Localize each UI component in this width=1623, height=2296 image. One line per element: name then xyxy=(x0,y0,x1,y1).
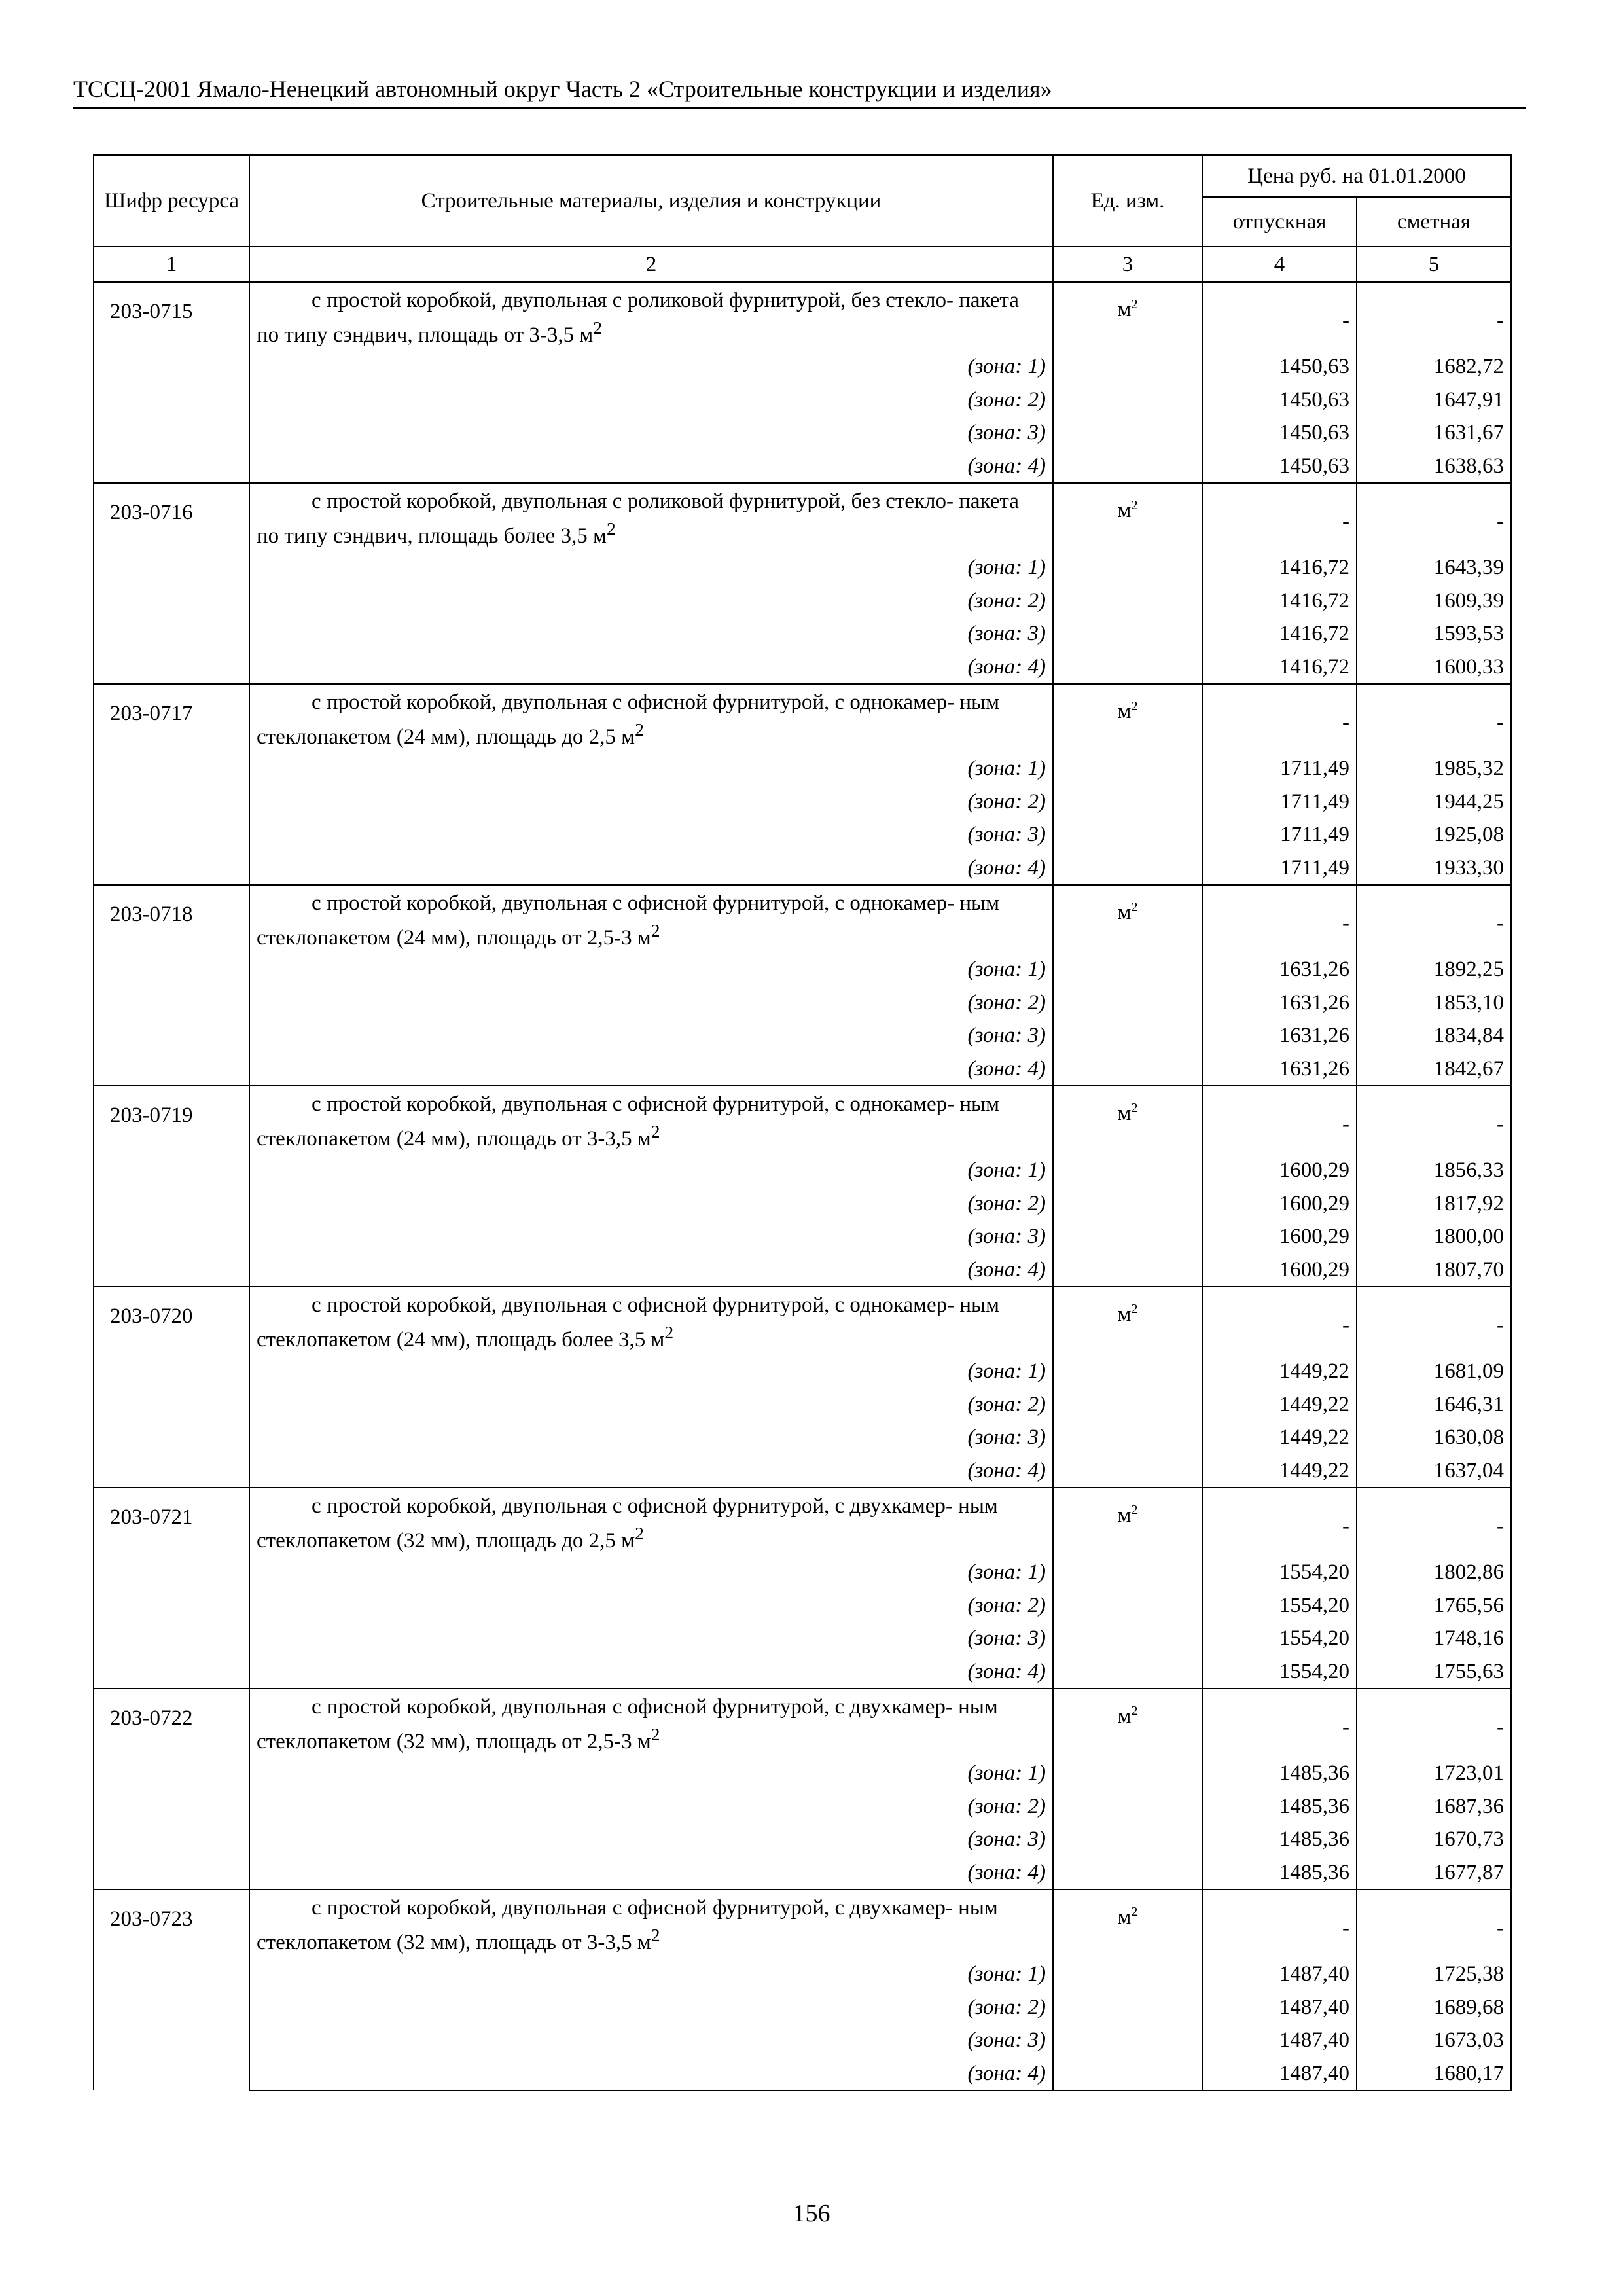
description-line: с простой коробкой, двупольная с роликовой фурнитурой, без стекло- xyxy=(312,289,954,312)
unit-cell xyxy=(1053,684,1202,752)
zone-row xyxy=(94,1622,1511,1655)
zone-release-price: 1449,22 xyxy=(1202,1454,1357,1488)
superscript-2: 2 xyxy=(606,518,616,539)
unit-empty xyxy=(1053,1454,1202,1488)
zone-row xyxy=(94,1187,1511,1221)
estimate-price: - xyxy=(1357,684,1511,752)
unit-empty xyxy=(1053,1556,1202,1589)
unit-empty xyxy=(1053,584,1202,618)
unit-empty xyxy=(1053,1388,1202,1422)
superscript-2: 2 xyxy=(635,1523,644,1543)
unit-empty xyxy=(1053,953,1202,986)
zone-label: (зона: 3) xyxy=(249,818,1053,852)
superscript-2: 2 xyxy=(1131,1704,1138,1718)
zone-estimate-price: 1985,32 xyxy=(1357,752,1511,785)
zone-row xyxy=(94,1958,1511,1991)
superscript-2: 2 xyxy=(635,719,644,740)
zone-estimate-price: 1834,84 xyxy=(1357,1019,1511,1052)
item-description xyxy=(249,483,1053,551)
zone-release-price: 1711,49 xyxy=(1202,852,1357,886)
zone-estimate-price: 1853,10 xyxy=(1357,986,1511,1020)
unit: м xyxy=(1117,901,1132,924)
description-line: ным стеклопакетом (24 мм), площадь более 3,5 м xyxy=(257,1293,1000,1352)
description-line: ным стеклопакетом (24 мм), площадь от 2,5-3 м xyxy=(257,891,1000,950)
superscript-2: 2 xyxy=(1131,1503,1138,1517)
superscript-2: 2 xyxy=(664,1322,674,1342)
zone-row xyxy=(94,1454,1511,1488)
zone-row xyxy=(94,350,1511,384)
zone-label: (зона: 3) xyxy=(249,1019,1053,1052)
zone-release-price: 1485,36 xyxy=(1202,1823,1357,1856)
zone-label: (зона: 1) xyxy=(249,1154,1053,1187)
resource-code: 203-0718 xyxy=(94,885,249,1086)
release-price: - xyxy=(1202,1689,1357,1757)
zone-row xyxy=(94,1790,1511,1823)
zone-release-price: 1600,29 xyxy=(1202,1253,1357,1287)
superscript-2: 2 xyxy=(1131,699,1138,713)
zone-release-price: 1449,22 xyxy=(1202,1355,1357,1388)
resource-code: 203-0721 xyxy=(94,1488,249,1689)
item-description xyxy=(249,1086,1053,1154)
zone-release-price: 1711,49 xyxy=(1202,818,1357,852)
estimate-price: - xyxy=(1357,1287,1511,1355)
unit-cell xyxy=(1053,282,1202,350)
unit-empty xyxy=(1053,818,1202,852)
resource-code: 203-0722 xyxy=(94,1689,249,1890)
release-price: - xyxy=(1202,684,1357,752)
zone-row xyxy=(94,651,1511,685)
release-price: - xyxy=(1202,1287,1357,1355)
superscript-2: 2 xyxy=(651,1925,660,1945)
zone-row xyxy=(94,1589,1511,1623)
zone-label: (зона: 3) xyxy=(249,2024,1053,2057)
unit-empty xyxy=(1053,1991,1202,2024)
unit-empty xyxy=(1053,1052,1202,1086)
zone-label: (зона: 2) xyxy=(249,1991,1053,2024)
unit: м xyxy=(1117,298,1132,321)
resource-code: 203-0715 xyxy=(94,282,249,483)
zone-row xyxy=(94,584,1511,618)
zone-release-price: 1711,49 xyxy=(1202,752,1357,785)
zone-release-price: 1450,63 xyxy=(1202,350,1357,384)
zone-label: (зона: 2) xyxy=(249,1589,1053,1623)
unit: м xyxy=(1117,1503,1132,1527)
zone-estimate-price: 1680,17 xyxy=(1357,2057,1511,2091)
zone-estimate-price: 1682,72 xyxy=(1357,350,1511,384)
estimate-price: - xyxy=(1357,1488,1511,1556)
zone-label: (зона: 1) xyxy=(249,752,1053,785)
unit-empty xyxy=(1053,1823,1202,1856)
column-number: 1 xyxy=(94,247,249,282)
description-line: пакета по типу сэндвич, площадь более 3,5 м xyxy=(257,490,1019,548)
superscript-2: 2 xyxy=(1131,900,1138,914)
header-price: Цена руб. на 01.01.2000 xyxy=(1202,155,1511,197)
unit-empty xyxy=(1053,384,1202,417)
zone-estimate-price: 1631,67 xyxy=(1357,416,1511,450)
header-code: Шифр ресурса xyxy=(94,155,249,247)
release-price: - xyxy=(1202,282,1357,350)
description-line: с простой коробкой, двупольная с офисной фурнитурой, с двухкамер- xyxy=(312,1896,953,1920)
zone-estimate-price: 1725,38 xyxy=(1357,1958,1511,1991)
unit-empty xyxy=(1053,1019,1202,1052)
unit-empty xyxy=(1053,986,1202,1020)
zone-row xyxy=(94,1655,1511,1689)
zone-label: (зона: 1) xyxy=(249,1355,1053,1388)
estimate-price: - xyxy=(1357,483,1511,551)
description-line: ным стеклопакетом (32 мм), площадь от 2,5-3 м xyxy=(257,1695,998,1753)
zone-release-price: 1487,40 xyxy=(1202,2024,1357,2057)
zone-row xyxy=(94,1421,1511,1454)
zone-estimate-price: 1670,73 xyxy=(1357,1823,1511,1856)
zone-row xyxy=(94,1823,1511,1856)
description-line: с простой коробкой, двупольная с офисной фурнитурой, с однокамер- xyxy=(312,1092,955,1116)
zone-row xyxy=(94,617,1511,651)
zone-label: (зона: 1) xyxy=(249,551,1053,584)
zone-row xyxy=(94,1019,1511,1052)
zone-estimate-price: 1800,00 xyxy=(1357,1220,1511,1253)
zone-estimate-price: 1755,63 xyxy=(1357,1655,1511,1689)
zone-release-price: 1416,72 xyxy=(1202,584,1357,618)
zone-release-price: 1554,20 xyxy=(1202,1622,1357,1655)
zone-row xyxy=(94,852,1511,886)
item-description xyxy=(249,1890,1053,1958)
zone-label: (зона: 4) xyxy=(249,1052,1053,1086)
column-number: 3 xyxy=(1053,247,1202,282)
zone-row xyxy=(94,2057,1511,2091)
zone-row xyxy=(94,1253,1511,1287)
zone-release-price: 1631,26 xyxy=(1202,953,1357,986)
zone-estimate-price: 1817,92 xyxy=(1357,1187,1511,1221)
unit-cell xyxy=(1053,1488,1202,1556)
column-number: 5 xyxy=(1357,247,1511,282)
superscript-2: 2 xyxy=(1131,1905,1138,1919)
unit-empty xyxy=(1053,450,1202,484)
zone-row xyxy=(94,1856,1511,1890)
unit-empty xyxy=(1053,551,1202,584)
description-line: пакета по типу сэндвич, площадь от 3-3,5 м xyxy=(257,289,1019,347)
item-row xyxy=(94,1689,1511,1757)
zone-label: (зона: 1) xyxy=(249,1958,1053,1991)
unit-empty xyxy=(1053,785,1202,819)
zone-label: (зона: 3) xyxy=(249,1421,1053,1454)
zone-label: (зона: 4) xyxy=(249,1454,1053,1488)
zone-release-price: 1485,36 xyxy=(1202,1757,1357,1790)
unit-empty xyxy=(1053,1958,1202,1991)
zone-label: (зона: 2) xyxy=(249,384,1053,417)
zone-estimate-price: 1925,08 xyxy=(1357,818,1511,852)
unit-empty xyxy=(1053,1655,1202,1689)
description-line: с простой коробкой, двупольная с офисной фурнитурой, с двухкамер- xyxy=(312,1494,953,1518)
header-unit: Ед. изм. xyxy=(1053,155,1202,247)
zone-release-price: 1485,36 xyxy=(1202,1790,1357,1823)
unit-empty xyxy=(1053,1622,1202,1655)
header-estimate: сметная xyxy=(1357,197,1511,247)
zone-estimate-price: 1856,33 xyxy=(1357,1154,1511,1187)
zone-release-price: 1631,26 xyxy=(1202,986,1357,1020)
unit: м xyxy=(1117,1704,1132,1728)
zone-label: (зона: 4) xyxy=(249,1253,1053,1287)
description-line: ным стеклопакетом (32 мм), площадь до 2,5 м xyxy=(257,1494,998,1552)
zone-row xyxy=(94,953,1511,986)
zone-estimate-price: 1687,36 xyxy=(1357,1790,1511,1823)
zone-estimate-price: 1765,56 xyxy=(1357,1589,1511,1623)
zone-estimate-price: 1638,63 xyxy=(1357,450,1511,484)
zone-row xyxy=(94,1355,1511,1388)
unit-empty xyxy=(1053,1220,1202,1253)
zone-label: (зона: 3) xyxy=(249,1823,1053,1856)
zone-label: (зона: 1) xyxy=(249,350,1053,384)
zone-release-price: 1600,29 xyxy=(1202,1187,1357,1221)
zone-row xyxy=(94,1757,1511,1790)
unit-cell xyxy=(1053,1086,1202,1154)
column-number: 4 xyxy=(1202,247,1357,282)
zone-label: (зона: 2) xyxy=(249,1187,1053,1221)
unit-empty xyxy=(1053,1253,1202,1287)
superscript-2: 2 xyxy=(651,920,660,941)
zone-estimate-price: 1944,25 xyxy=(1357,785,1511,819)
zone-label: (зона: 3) xyxy=(249,416,1053,450)
zone-release-price: 1554,20 xyxy=(1202,1655,1357,1689)
zone-estimate-price: 1933,30 xyxy=(1357,852,1511,886)
zone-row xyxy=(94,818,1511,852)
zone-label: (зона: 2) xyxy=(249,986,1053,1020)
description-line: с простой коробкой, двупольная с офисной фурнитурой, с однокамер- xyxy=(312,891,955,915)
zone-estimate-price: 1673,03 xyxy=(1357,2024,1511,2057)
zone-estimate-price: 1842,67 xyxy=(1357,1052,1511,1086)
superscript-2: 2 xyxy=(1131,297,1138,312)
zone-row xyxy=(94,752,1511,785)
item-description xyxy=(249,684,1053,752)
zone-label: (зона: 3) xyxy=(249,1622,1053,1655)
unit-cell xyxy=(1053,1287,1202,1355)
zone-label: (зона: 2) xyxy=(249,1790,1053,1823)
item-description xyxy=(249,885,1053,953)
superscript-2: 2 xyxy=(1131,1302,1138,1316)
page-number: 156 xyxy=(793,2200,830,2227)
item-row xyxy=(94,684,1511,752)
description-line: ным стеклопакетом (24 мм), площадь до 2,5 м xyxy=(257,691,1000,749)
zone-estimate-price: 1593,53 xyxy=(1357,617,1511,651)
unit-cell xyxy=(1053,1890,1202,1958)
zone-release-price: 1600,29 xyxy=(1202,1220,1357,1253)
zone-release-price: 1416,72 xyxy=(1202,651,1357,685)
estimate-price: - xyxy=(1357,885,1511,953)
zone-row xyxy=(94,986,1511,1020)
zone-label: (зона: 4) xyxy=(249,852,1053,886)
release-price: - xyxy=(1202,1086,1357,1154)
unit-cell xyxy=(1053,885,1202,953)
estimate-price: - xyxy=(1357,282,1511,350)
zone-label: (зона: 2) xyxy=(249,785,1053,819)
item-row xyxy=(94,1488,1511,1556)
zone-row xyxy=(94,1556,1511,1589)
zone-release-price: 1554,20 xyxy=(1202,1556,1357,1589)
zone-label: (зона: 4) xyxy=(249,2057,1053,2091)
resource-code: 203-0716 xyxy=(94,483,249,684)
zone-label: (зона: 2) xyxy=(249,1388,1053,1422)
zone-row xyxy=(94,1388,1511,1422)
description-line: с простой коробкой, двупольная с офисной фурнитурой, с однокамер- xyxy=(312,1293,955,1317)
zone-estimate-price: 1807,70 xyxy=(1357,1253,1511,1287)
unit-empty xyxy=(1053,852,1202,886)
zone-release-price: 1485,36 xyxy=(1202,1856,1357,1890)
item-description xyxy=(249,282,1053,350)
unit: м xyxy=(1117,1905,1132,1929)
item-row xyxy=(94,282,1511,350)
unit-empty xyxy=(1053,1154,1202,1187)
zone-label: (зона: 4) xyxy=(249,450,1053,484)
zone-label: (зона: 1) xyxy=(249,953,1053,986)
release-price: - xyxy=(1202,1488,1357,1556)
zone-estimate-price: 1646,31 xyxy=(1357,1388,1511,1422)
unit-empty xyxy=(1053,1757,1202,1790)
zone-label: (зона: 3) xyxy=(249,617,1053,651)
unit-empty xyxy=(1053,651,1202,685)
zone-row xyxy=(94,384,1511,417)
zone-row xyxy=(94,2024,1511,2057)
zone-release-price: 1600,29 xyxy=(1202,1154,1357,1187)
unit-empty xyxy=(1053,1856,1202,1890)
superscript-2: 2 xyxy=(1131,1101,1138,1115)
zone-row xyxy=(94,1220,1511,1253)
zone-row xyxy=(94,1154,1511,1187)
zone-row xyxy=(94,785,1511,819)
description-line: с простой коробкой, двупольная с офисной фурнитурой, с двухкамер- xyxy=(312,1695,953,1719)
table-body xyxy=(94,282,1511,2090)
unit-empty xyxy=(1053,1790,1202,1823)
column-number: 2 xyxy=(249,247,1053,282)
superscript-2: 2 xyxy=(593,317,603,338)
release-price: - xyxy=(1202,885,1357,953)
zone-estimate-price: 1637,04 xyxy=(1357,1454,1511,1488)
zone-estimate-price: 1723,01 xyxy=(1357,1757,1511,1790)
superscript-2: 2 xyxy=(651,1724,660,1744)
zone-label: (зона: 4) xyxy=(249,1856,1053,1890)
unit-empty xyxy=(1053,752,1202,785)
item-description xyxy=(249,1287,1053,1355)
item-row xyxy=(94,1890,1511,1958)
unit-empty xyxy=(1053,2024,1202,2057)
item-description xyxy=(249,1689,1053,1757)
unit-empty xyxy=(1053,1421,1202,1454)
description-line: ным стеклопакетом (32 мм), площадь от 3-3,5 м xyxy=(257,1896,998,1954)
zone-estimate-price: 1689,68 xyxy=(1357,1991,1511,2024)
item-description xyxy=(249,1488,1053,1556)
item-row xyxy=(94,1287,1511,1355)
unit-empty xyxy=(1053,2057,1202,2091)
unit-empty xyxy=(1053,1187,1202,1221)
zone-estimate-price: 1647,91 xyxy=(1357,384,1511,417)
zone-release-price: 1450,63 xyxy=(1202,450,1357,484)
zone-release-price: 1450,63 xyxy=(1202,416,1357,450)
description-line: с простой коробкой, двупольная с офисной фурнитурой, с однокамер- xyxy=(312,691,955,714)
zone-estimate-price: 1609,39 xyxy=(1357,584,1511,618)
zone-release-price: 1449,22 xyxy=(1202,1388,1357,1422)
zone-estimate-price: 1681,09 xyxy=(1357,1355,1511,1388)
estimate-price: - xyxy=(1357,1689,1511,1757)
unit-empty xyxy=(1053,617,1202,651)
unit-cell xyxy=(1053,483,1202,551)
unit-cell xyxy=(1053,1689,1202,1757)
estimate-price: - xyxy=(1357,1086,1511,1154)
page-header: ТССЦ-2001 Ямало-Ненецкий автономный округ Часть 2 «Строительные конструкции и изделия» xyxy=(73,75,1526,109)
zone-estimate-price: 1643,39 xyxy=(1357,551,1511,584)
zone-estimate-price: 1802,86 xyxy=(1357,1556,1511,1589)
resource-code: 203-0719 xyxy=(94,1086,249,1287)
zone-row xyxy=(94,450,1511,484)
price-table xyxy=(93,154,1512,2091)
header-name: Строительные материалы, изделия и конструкции xyxy=(249,155,1053,247)
zone-row xyxy=(94,1991,1511,2024)
unit-empty xyxy=(1053,350,1202,384)
zone-estimate-price: 1677,87 xyxy=(1357,1856,1511,1890)
unit: м xyxy=(1117,1302,1132,1326)
zone-release-price: 1487,40 xyxy=(1202,2057,1357,2091)
item-row xyxy=(94,885,1511,953)
resource-code: 203-0720 xyxy=(94,1287,249,1488)
zone-estimate-price: 1630,08 xyxy=(1357,1421,1511,1454)
zone-release-price: 1450,63 xyxy=(1202,384,1357,417)
zone-label: (зона: 4) xyxy=(249,651,1053,685)
estimate-price: - xyxy=(1357,1890,1511,1958)
superscript-2: 2 xyxy=(1131,498,1138,512)
zone-release-price: 1487,40 xyxy=(1202,1958,1357,1991)
resource-code: 203-0717 xyxy=(94,684,249,885)
zone-release-price: 1487,40 xyxy=(1202,1991,1357,2024)
zone-estimate-price: 1892,25 xyxy=(1357,953,1511,986)
release-price: - xyxy=(1202,1890,1357,1958)
superscript-2: 2 xyxy=(651,1121,660,1141)
release-price: - xyxy=(1202,483,1357,551)
zone-label: (зона: 4) xyxy=(249,1655,1053,1689)
zone-release-price: 1416,72 xyxy=(1202,617,1357,651)
zone-label: (зона: 1) xyxy=(249,1757,1053,1790)
unit-empty xyxy=(1053,1589,1202,1623)
zone-row xyxy=(94,1052,1511,1086)
zone-label: (зона: 3) xyxy=(249,1220,1053,1253)
zone-row xyxy=(94,416,1511,450)
item-row xyxy=(94,483,1511,551)
zone-label: (зона: 2) xyxy=(249,584,1053,618)
zone-release-price: 1631,26 xyxy=(1202,1019,1357,1052)
description-line: ным стеклопакетом (24 мм), площадь от 3-3,5 м xyxy=(257,1092,1000,1151)
zone-release-price: 1416,72 xyxy=(1202,551,1357,584)
zone-release-price: 1711,49 xyxy=(1202,785,1357,819)
item-row xyxy=(94,1086,1511,1154)
description-line: с простой коробкой, двупольная с роликовой фурнитурой, без стекло- xyxy=(312,490,954,513)
unit-empty xyxy=(1053,416,1202,450)
zone-label: (зона: 1) xyxy=(249,1556,1053,1589)
zone-row xyxy=(94,551,1511,584)
resource-code: 203-0723 xyxy=(94,1890,249,2090)
unit-empty xyxy=(1053,1355,1202,1388)
zone-release-price: 1631,26 xyxy=(1202,1052,1357,1086)
header-release: отпускная xyxy=(1202,197,1357,247)
unit: м xyxy=(1117,700,1132,723)
zone-estimate-price: 1748,16 xyxy=(1357,1622,1511,1655)
unit: м xyxy=(1117,1102,1132,1125)
unit: м xyxy=(1117,499,1132,522)
zone-release-price: 1554,20 xyxy=(1202,1589,1357,1623)
zone-estimate-price: 1600,33 xyxy=(1357,651,1511,685)
zone-release-price: 1449,22 xyxy=(1202,1421,1357,1454)
